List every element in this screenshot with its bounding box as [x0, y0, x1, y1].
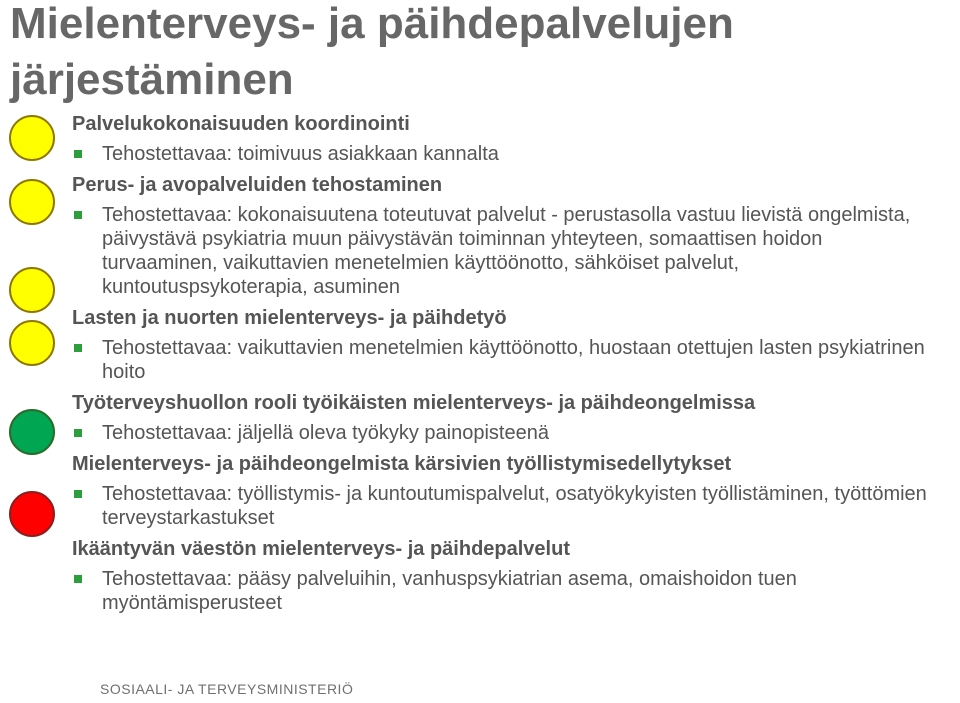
section-heading: Lasten ja nuorten mielenterveys- ja päihdetyö [72, 307, 507, 329]
bullet-text: Tehostettavaa: pääsy palveluihin, vanhuspsykiatrian asema, omaishoidon tuen myöntämisperusteet [102, 568, 797, 614]
section-heading: Perus- ja avopalveluiden tehostaminen [72, 174, 443, 196]
square-bullet-icon [74, 429, 82, 437]
square-bullet-icon [74, 211, 82, 219]
section-heading: Ikääntyvän väestön mielenterveys- ja päihdepalvelut [72, 538, 570, 560]
section-bullet [72, 421, 942, 445]
status-circle-yellow [9, 267, 55, 313]
bullet-text: Tehostettavaa: jäljellä oleva työkyky painopisteenä [102, 422, 549, 444]
bullet-text: Tehostettavaa: kokonaisuutena toteutuvat palvelut - perustasolla vastuu lievistä ongelmista, päivystävä psykiatria muun päivystävän toiminnan yhteyteen, somaattisen hoidon turvaaminen, vaikuttavien menetelmien käyttöönotto, sähköiset palvelut, kuntoutuspsykoterapia, asuminen [102, 204, 911, 298]
section-bullet [72, 482, 942, 530]
bullet-text: Tehostettavaa: työllistymis- ja kuntoutumispalvelut, osatyökykyisten työllistäminen, työttömien terveystarkastukset [102, 483, 927, 529]
section-elderly [72, 537, 942, 615]
status-circle-yellow [9, 179, 55, 225]
section-heading: Mielenterveys- ja päihdeongelmista kärsivien työllistymisedellytykset [72, 453, 732, 475]
bullet-text: Tehostettavaa: toimivuus asiakkaan kannalta [102, 143, 499, 165]
section-employment [72, 452, 942, 530]
section-coordination [72, 112, 942, 166]
square-bullet-icon [74, 575, 82, 583]
section-basic-services [72, 173, 942, 299]
square-bullet-icon [74, 344, 82, 352]
status-circle-yellow [9, 115, 55, 161]
status-circle-green [9, 409, 55, 455]
bullet-text: Tehostettavaa: vaikuttavien menetelmien käyttöönotto, huostaan otettujen lasten psykiatrinen hoito [102, 337, 925, 383]
section-heading: Työterveyshuollon rooli työikäisten mielenterveys- ja päihdeongelmissa [72, 392, 756, 414]
section-occupational-health [72, 391, 942, 445]
section-bullet [72, 336, 942, 384]
section-bullet [72, 567, 942, 615]
ministry-footer-logo: SOSIAALI- JA TERVEYSMINISTERIÖ [100, 681, 354, 697]
section-heading: Palvelukokonaisuuden koordinointi [72, 113, 410, 135]
slide-title: Mielenterveys- ja päihdepalvelujen järjestäminen [10, 0, 734, 104]
section-bullet [72, 203, 942, 299]
status-circle-red [9, 491, 55, 537]
status-circle-yellow [9, 320, 55, 366]
content-list [72, 112, 942, 622]
square-bullet-icon [74, 150, 82, 158]
square-bullet-icon [74, 490, 82, 498]
section-bullet [72, 142, 942, 166]
section-children-youth [72, 306, 942, 384]
